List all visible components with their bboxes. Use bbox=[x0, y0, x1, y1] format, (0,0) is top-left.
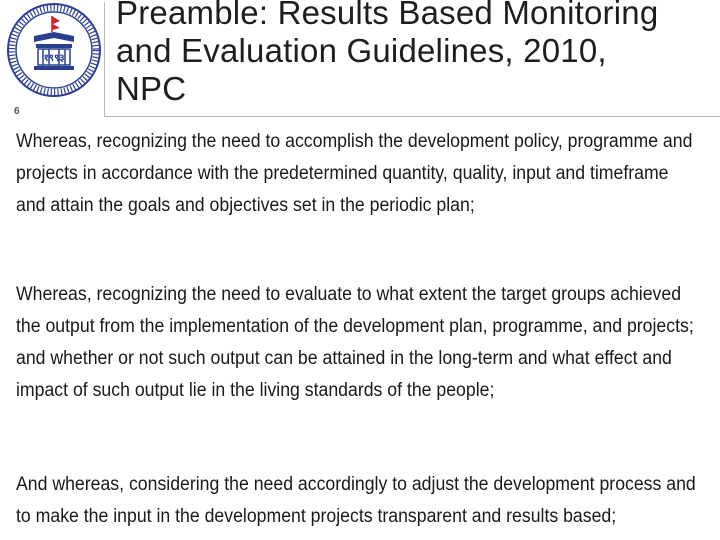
paragraph: Whereas, recognizing the need to accomplish the development policy, programme and projects in accordance with the predetermined quantity, quality, input and timeframe and attain the goals and objectives set in the periodic plan; bbox=[16, 131, 693, 216]
svg-text:१९९३: १९९३ bbox=[43, 53, 65, 64]
title-divider-vertical bbox=[104, 2, 105, 116]
slide-title: Preamble: Results Based Monitoring and Evaluation Guidelines, 2010, NPC bbox=[116, 0, 659, 107]
slide-number: 6 bbox=[14, 106, 20, 117]
paragraph: And whereas, considering the need accordingly to adjust the development process and to make the input in the development projects transparent and results based; bbox=[16, 474, 696, 527]
emblem-seal-logo bbox=[6, 2, 102, 98]
title-divider bbox=[104, 116, 720, 117]
paragraph: Whereas, recognizing the need to evaluate to what extent the target groups achieved the output from the implementation of the development plan, programme, and projects; and whether or not such output can be attained in the long-term and what effect and impact of such output lie in the living standards of the people; bbox=[16, 284, 694, 401]
